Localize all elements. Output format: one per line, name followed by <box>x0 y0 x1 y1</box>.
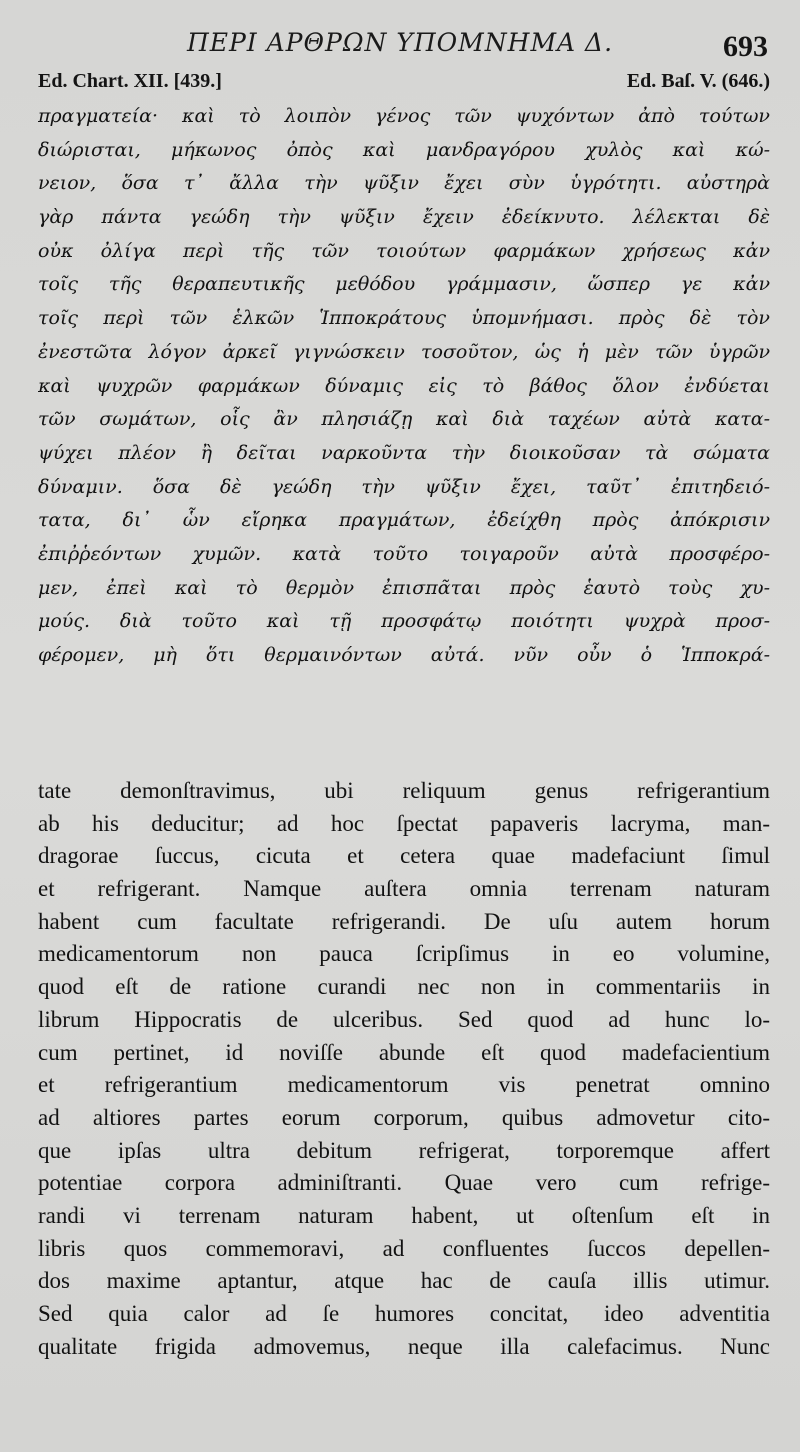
latin-text-line: et refrigerantium medicamentorum vis penetrat omnino <box>38 1072 770 1098</box>
latin-text-block <box>38 775 770 1363</box>
latin-text-line: libris quos commemoravi, ad confluentes ſuccos depellen- <box>38 1235 770 1261</box>
edition-chartier-reference: Ed. Chart. XII. [439.] <box>38 70 222 92</box>
greek-text-line: νειον, ὅσα τ᾽ ἄλλα τὴν ψῦξιν ἔχει σὺν ὑγρότητι. αὐστηρὰ <box>38 172 770 195</box>
greek-text-line: φέρομεν, μὴ ὅτι θερμαινόντων αὐτά. νῦν οὖν ὁ Ἱπποκρά- <box>38 644 770 666</box>
greek-text-line: πραγματεία· καὶ τὸ λοιπὸν γένος τῶν ψυχόντων ἀπὸ τούτων <box>38 105 770 127</box>
running-title: ΠΕΡΙ ΑΡΘΡΩΝ ΥΠΟΜΝΗΜΑ Δ. <box>186 28 614 57</box>
latin-text-line: potentiae corpora adminiſtranti. Quae vero cum refrige- <box>38 1170 770 1196</box>
greek-text-line: τοῖς περὶ τῶν ἑλκῶν Ἱπποκράτους ὑπομνήμασι. πρὸς δὲ τὸν <box>38 307 770 330</box>
greek-text-line: οὐκ ὀλίγα περὶ τῆς τῶν τοιούτων φαρμάκων χρήσεως κἀν <box>38 239 770 262</box>
latin-text-line: ab his deducitur; ad hoc ſpectat papaveris lacryma, man- <box>38 810 770 836</box>
latin-text-line: randi vi terrenam naturam habent, ut oſtenſum eſt in <box>38 1202 770 1228</box>
greek-text-line: καὶ ψυχρῶν φαρμάκων δύναμις εἰς τὸ βάθος ὅλον ἐνδύεται <box>38 374 770 397</box>
latin-text-line: medicamentorum non pauca ſcripſimus in eo volumine, <box>38 941 770 967</box>
latin-text-line: librum Hippocratis de ulceribus. Sed quod ad hunc lo- <box>38 1006 770 1032</box>
page-number: 693 <box>723 30 768 63</box>
edition-reference-line <box>38 70 770 100</box>
greek-text-line: τατα, δι᾽ ὧν εἴρηκα πραγμάτων, ἐδείχθη πρὸς ἀπόκρισιν <box>38 509 770 532</box>
latin-text-line: Sed quia calor ad ſe humores concitat, ideo adventitia <box>38 1301 770 1326</box>
greek-text-line: διώρισται, μήκωνος ὀπὸς καὶ μανδραγόρου χυλὸς καὶ κώ- <box>38 138 770 161</box>
latin-text-line: qualitate frigida admovemus, neque illa calefacimus. Nunc <box>38 1333 770 1359</box>
latin-text-line: que ipſas ultra debitum refrigerat, torporemque affert <box>38 1137 770 1163</box>
latin-text-line: quod eſt de ratione curandi nec non in commentariis in <box>38 974 770 1000</box>
latin-text-line: cum pertinet, id noviſſe abunde eſt quod madefacientium <box>38 1039 770 1065</box>
edition-basel-reference: Ed. Baſ. V. (646.) <box>626 70 770 92</box>
latin-text-line: dragorae ſuccus, cicuta et cetera quae madefaciunt ſimul <box>38 843 770 869</box>
greek-text-block <box>38 100 770 673</box>
greek-text-line: δύναμιν. ὅσα δὲ γεώδη τὴν ψῦξιν ἔχει, ταῦτ᾽ ἐπιτηδειό- <box>38 475 770 498</box>
greek-text-line: ἐνεστῶτα λόγον ἀρκεῖ γιγνώσκειν τοσοῦτον, ὡς ἡ μὲν τῶν ὑγρῶν <box>38 340 770 363</box>
latin-text-line: tate demonſtravimus, ubi reliquum genus refrigerantium <box>38 778 770 803</box>
latin-text-line: habent cum facultate refrigerandi. De uſu autem horum <box>38 908 770 934</box>
greek-text-line: μούς. διὰ τοῦτο καὶ τῇ προσφάτῳ ποιότητι ψυχρὰ προσ- <box>38 610 770 633</box>
greek-text-line: μεν, ἐπεὶ καὶ τὸ θερμὸν ἐπισπᾶται πρὸς ἑαυτὸ τοὺς χυ- <box>38 576 770 599</box>
greek-text-line: ψύχει πλέον ἢ δεῖται ναρκοῦντα τὴν διοικοῦσαν τὰ σώματα <box>38 441 770 464</box>
latin-text-line: dos maxime aptantur, atque hac de cauſa illis utimur. <box>38 1268 770 1294</box>
latin-text-line: et refrigerant. Namque auſtera omnia terrenam naturam <box>38 876 770 902</box>
greek-text-line: τοῖς τῆς θεραπευτικῆς μεθόδου γράμμασιν, ὥσπερ γε κἀν <box>38 273 770 296</box>
latin-text-line: ad altiores partes eorum corporum, quibus admovetur cito- <box>38 1104 770 1130</box>
greek-text-line: γὰρ πάντα γεώδη τὴν ψῦξιν ἔχειν ἐδείκνυτο. λέλεκται δὲ <box>38 206 770 229</box>
greek-text-line: ἐπιῤῥεόντων χυμῶν. κατὰ τοῦτο τοιγαροῦν αὐτὰ προσφέρο- <box>38 542 770 565</box>
greek-text-line: τῶν σωμάτων, οἷς ἂν πλησιάζῃ καὶ διὰ ταχέων αὐτὰ κατα- <box>38 408 770 431</box>
